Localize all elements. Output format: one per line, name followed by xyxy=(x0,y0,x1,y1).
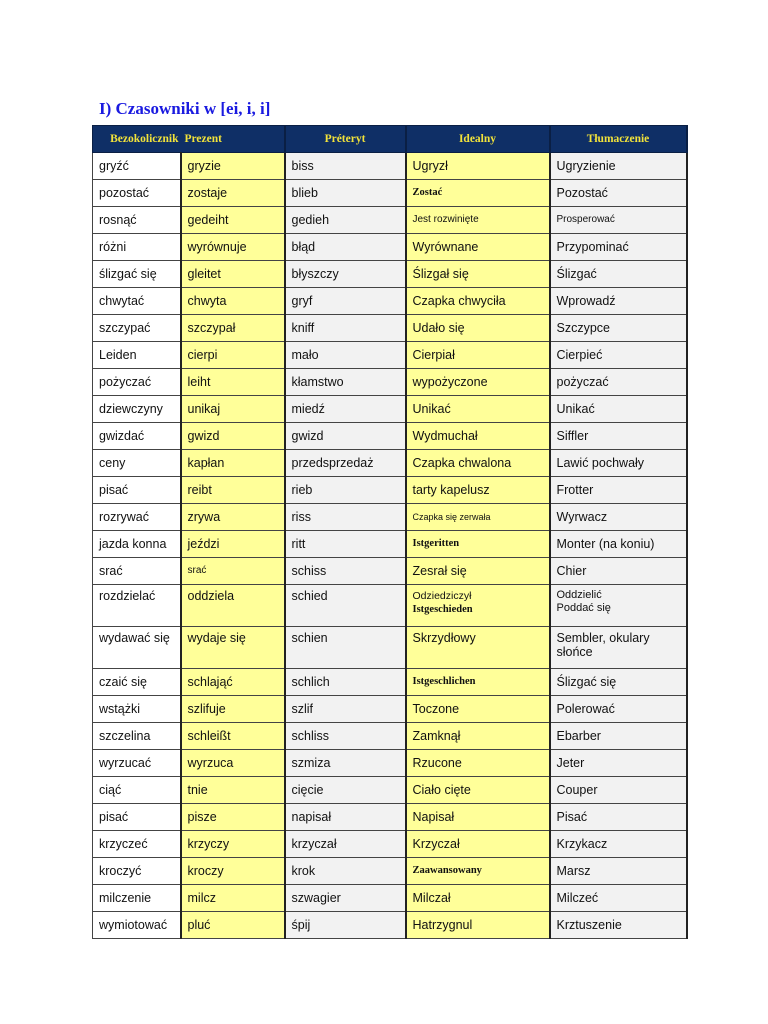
cell-translation: Wprowadź xyxy=(550,288,687,315)
cell-present: zostaje xyxy=(181,180,285,207)
cell-infinitive: gwizdać xyxy=(93,423,181,450)
cell-perfect: Hatrzygnul xyxy=(406,912,550,939)
cell-translation: Prosperować xyxy=(550,207,687,234)
cell-perfect: wypożyczone xyxy=(406,369,550,396)
cell-preterite: kłamstwo xyxy=(285,369,406,396)
cell-perfect: Toczone xyxy=(406,696,550,723)
cell-perfect: Wydmuchał xyxy=(406,423,550,450)
table-row xyxy=(93,777,687,804)
cell-preterite: gryf xyxy=(285,288,406,315)
cell-present: wydaje się xyxy=(181,627,285,669)
table-row xyxy=(93,369,687,396)
cell-preterite: szwagier xyxy=(285,885,406,912)
cell-translation: Ślizgać xyxy=(550,261,687,288)
cell-infinitive: ceny xyxy=(93,450,181,477)
cell-preterite: blieb xyxy=(285,180,406,207)
cell-infinitive: dziewczyny xyxy=(93,396,181,423)
cell-preterite: szmiza xyxy=(285,750,406,777)
cell-perfect: Zaawansowany xyxy=(406,858,550,885)
table-row xyxy=(93,234,687,261)
cell-present: szczypał xyxy=(181,315,285,342)
cell-perfect: Ślizgał się xyxy=(406,261,550,288)
table-row xyxy=(93,585,687,627)
cell-perfect: tarty kapelusz xyxy=(406,477,550,504)
cell-infinitive: rozrywać xyxy=(93,504,181,531)
cell-preterite: schien xyxy=(285,627,406,669)
table-row xyxy=(93,315,687,342)
cell-translation: Pozostać xyxy=(550,180,687,207)
cell-preterite: błąd xyxy=(285,234,406,261)
table-row xyxy=(93,477,687,504)
table-row xyxy=(93,423,687,450)
column-header-translation: Tłumaczenie xyxy=(550,126,687,153)
table-row xyxy=(93,831,687,858)
column-header-preterite: Préteryt xyxy=(285,126,406,153)
cell-infinitive: wyrzucać xyxy=(93,750,181,777)
cell-preterite: schliss xyxy=(285,723,406,750)
verb-table xyxy=(92,125,688,939)
cell-translation: Polerować xyxy=(550,696,687,723)
cell-infinitive: pożyczać xyxy=(93,369,181,396)
cell-infinitive: Leiden xyxy=(93,342,181,369)
cell-infinitive: pisać xyxy=(93,477,181,504)
table-row xyxy=(93,396,687,423)
cell-translation: Milczeć xyxy=(550,885,687,912)
cell-present: zrywa xyxy=(181,504,285,531)
cell-translation: Sembler, okulary słońce xyxy=(550,627,687,669)
cell-translation: Siffler xyxy=(550,423,687,450)
cell-translation: Wyrwacz xyxy=(550,504,687,531)
cell-preterite: przedsprzedaż xyxy=(285,450,406,477)
cell-perfect: Cierpiał xyxy=(406,342,550,369)
cell-preterite: kniff xyxy=(285,315,406,342)
cell-infinitive: ślizgać się xyxy=(93,261,181,288)
cell-present: krzyczy xyxy=(181,831,285,858)
cell-present: schleißt xyxy=(181,723,285,750)
cell-preterite: ritt xyxy=(285,531,406,558)
table-row xyxy=(93,342,687,369)
column-header-present: Prezent xyxy=(181,126,285,153)
cell-infinitive: czaić się xyxy=(93,669,181,696)
cell-infinitive: szczypać xyxy=(93,315,181,342)
table-row xyxy=(93,288,687,315)
cell-perfect: Ciało cięte xyxy=(406,777,550,804)
cell-perfect: Czapka chwalona xyxy=(406,450,550,477)
column-header-infinitive: Bezokolicznik xyxy=(93,126,181,153)
cell-perfect: Jest rozwinięte xyxy=(406,207,550,234)
cell-translation: Przypominać xyxy=(550,234,687,261)
cell-present: gryzie xyxy=(181,153,285,180)
cell-perfect: Zesrał się xyxy=(406,558,550,585)
cell-present: milcz xyxy=(181,885,285,912)
table-row xyxy=(93,696,687,723)
cell-line: Oddzielić xyxy=(556,589,602,601)
cell-present: oddziela xyxy=(181,585,285,627)
cell-infinitive: ciąć xyxy=(93,777,181,804)
cell-infinitive: wymiotować xyxy=(93,912,181,939)
cell-preterite: krok xyxy=(285,858,406,885)
table-row xyxy=(93,627,687,669)
cell-preterite: miedź xyxy=(285,396,406,423)
cell-preterite: gedieh xyxy=(285,207,406,234)
table-row xyxy=(93,669,687,696)
cell-translation: Marsz xyxy=(550,858,687,885)
cell-preterite: schlich xyxy=(285,669,406,696)
cell-present: wyrzuca xyxy=(181,750,285,777)
cell-infinitive: wstążki xyxy=(93,696,181,723)
table-row xyxy=(93,858,687,885)
cell-present: jeździ xyxy=(181,531,285,558)
cell-preterite: biss xyxy=(285,153,406,180)
cell-translation: Ugryzienie xyxy=(550,153,687,180)
cell-perfect: Ugryzł xyxy=(406,153,550,180)
cell-infinitive: wydawać się xyxy=(93,627,181,669)
cell-translation: Cierpieć xyxy=(550,342,687,369)
cell-perfect: Czapka chwyciła xyxy=(406,288,550,315)
cell-translation: Unikać xyxy=(550,396,687,423)
cell-infinitive: rosnąć xyxy=(93,207,181,234)
cell-infinitive: pisać xyxy=(93,804,181,831)
cell-preterite: rieb xyxy=(285,477,406,504)
cell-present: kapłan xyxy=(181,450,285,477)
cell-perfect: Krzyczał xyxy=(406,831,550,858)
cell-preterite: napisał xyxy=(285,804,406,831)
cell-preterite: schiss xyxy=(285,558,406,585)
cell-perfect: Napisał xyxy=(406,804,550,831)
cell-preterite: szlif xyxy=(285,696,406,723)
cell-line: Istgeschieden xyxy=(412,604,473,615)
cell-perfect xyxy=(406,585,550,627)
cell-preterite: cięcie xyxy=(285,777,406,804)
table-row xyxy=(93,153,687,180)
cell-perfect: Unikać xyxy=(406,396,550,423)
cell-infinitive: rozdzielać xyxy=(93,585,181,627)
cell-translation: Chier xyxy=(550,558,687,585)
cell-perfect: Rzucone xyxy=(406,750,550,777)
cell-perfect: Czapka się zerwała xyxy=(406,504,550,531)
table-row xyxy=(93,912,687,939)
cell-perfect: Istgeschlichen xyxy=(406,669,550,696)
cell-infinitive: różni xyxy=(93,234,181,261)
cell-preterite: błyszczy xyxy=(285,261,406,288)
table-row xyxy=(93,804,687,831)
cell-preterite: mało xyxy=(285,342,406,369)
cell-perfect: Skrzydłowy xyxy=(406,627,550,669)
cell-infinitive: kroczyć xyxy=(93,858,181,885)
cell-preterite: schied xyxy=(285,585,406,627)
cell-infinitive: jazda konna xyxy=(93,531,181,558)
table-row xyxy=(93,558,687,585)
cell-present: tnie xyxy=(181,777,285,804)
cell-translation: Couper xyxy=(550,777,687,804)
cell-line: Poddać się xyxy=(556,602,611,614)
table-row xyxy=(93,261,687,288)
cell-present: reibt xyxy=(181,477,285,504)
cell-infinitive: srać xyxy=(93,558,181,585)
cell-present: gwizd xyxy=(181,423,285,450)
cell-translation: Krzykacz xyxy=(550,831,687,858)
table-row xyxy=(93,450,687,477)
cell-perfect: Zostać xyxy=(406,180,550,207)
cell-translation: Monter (na koniu) xyxy=(550,531,687,558)
cell-preterite: śpij xyxy=(285,912,406,939)
column-header-perfect: Idealny xyxy=(406,126,550,153)
cell-infinitive: chwytać xyxy=(93,288,181,315)
table-row xyxy=(93,180,687,207)
cell-present: szlifuje xyxy=(181,696,285,723)
table-row xyxy=(93,885,687,912)
table-row xyxy=(93,531,687,558)
table-row xyxy=(93,750,687,777)
cell-present: gedeiht xyxy=(181,207,285,234)
cell-perfect: Udało się xyxy=(406,315,550,342)
table-body xyxy=(93,153,687,939)
cell-present: chwyta xyxy=(181,288,285,315)
cell-present: leiht xyxy=(181,369,285,396)
cell-present: cierpi xyxy=(181,342,285,369)
cell-infinitive: milczenie xyxy=(93,885,181,912)
cell-present: schlająć xyxy=(181,669,285,696)
cell-line: Odziedziczył xyxy=(412,590,472,602)
cell-perfect: Zamknął xyxy=(406,723,550,750)
cell-translation: Jeter xyxy=(550,750,687,777)
cell-present: gleitet xyxy=(181,261,285,288)
cell-present: pluć xyxy=(181,912,285,939)
cell-translation: Szczypce xyxy=(550,315,687,342)
cell-infinitive: krzyczeć xyxy=(93,831,181,858)
cell-present: pisze xyxy=(181,804,285,831)
cell-infinitive: szczelina xyxy=(93,723,181,750)
cell-translation: Frotter xyxy=(550,477,687,504)
table-row xyxy=(93,504,687,531)
cell-perfect: Wyrównane xyxy=(406,234,550,261)
cell-translation: Lawić pochwały xyxy=(550,450,687,477)
cell-translation: Pisać xyxy=(550,804,687,831)
cell-preterite: krzyczał xyxy=(285,831,406,858)
table-row xyxy=(93,207,687,234)
cell-preterite: gwizd xyxy=(285,423,406,450)
cell-present: unikaj xyxy=(181,396,285,423)
cell-translation xyxy=(550,585,687,627)
cell-translation: Ebarber xyxy=(550,723,687,750)
cell-present: kroczy xyxy=(181,858,285,885)
cell-translation: Krztuszenie xyxy=(550,912,687,939)
section-heading: I) Czasowniki w [ei, i, i] xyxy=(99,99,271,118)
table-row xyxy=(93,723,687,750)
cell-infinitive: gryźć xyxy=(93,153,181,180)
cell-translation: pożyczać xyxy=(550,369,687,396)
cell-infinitive: pozostać xyxy=(93,180,181,207)
cell-perfect: Milczał xyxy=(406,885,550,912)
cell-present: srać xyxy=(181,558,285,585)
cell-translation: Ślizgać się xyxy=(550,669,687,696)
table-header-row xyxy=(93,126,687,153)
cell-present: wyrównuje xyxy=(181,234,285,261)
cell-preterite: riss xyxy=(285,504,406,531)
cell-perfect: Istgeritten xyxy=(406,531,550,558)
